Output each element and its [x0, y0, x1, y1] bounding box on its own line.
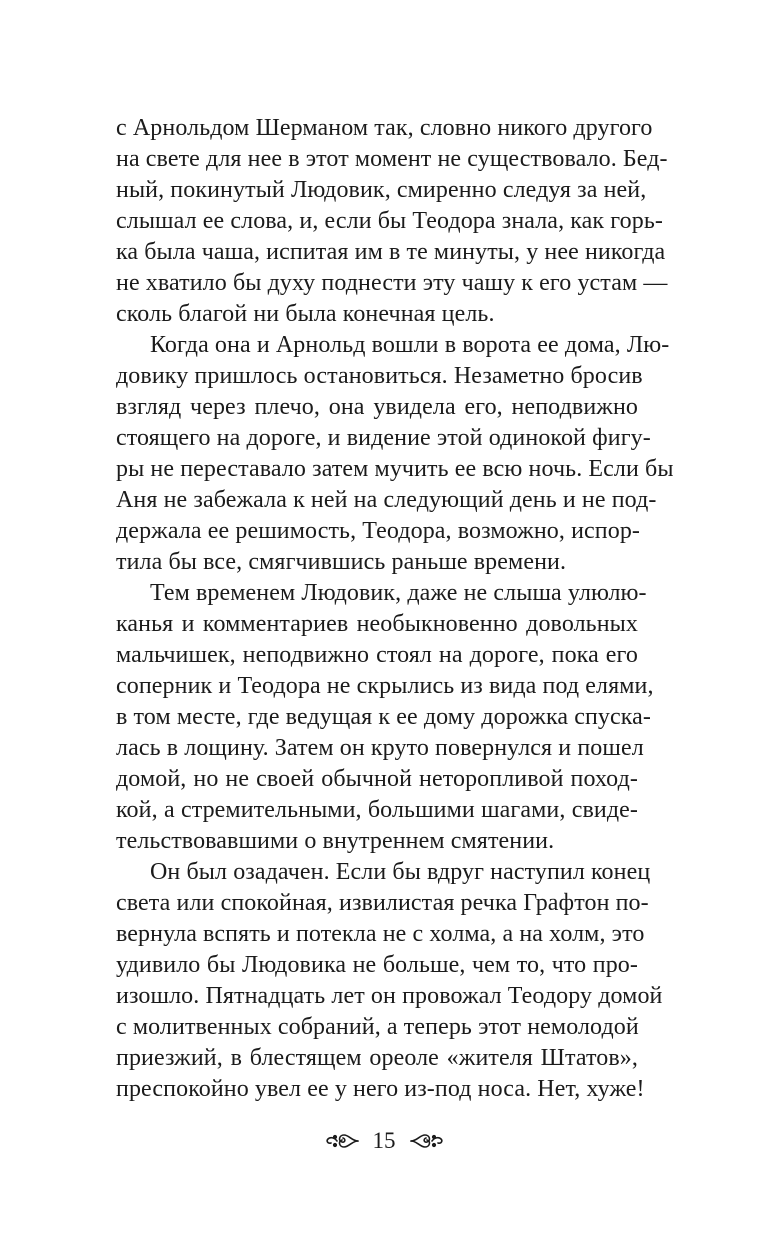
text-line: Когда она и Арнольд вошли в ворота ее дома, Лю- [150, 332, 670, 358]
scroll-ornament-left-icon [325, 1131, 359, 1151]
text-line: с молитвенных собраний, а теперь этот немолодой [116, 1014, 639, 1040]
text-line: вернула вспять и потекла не с холма, а на холм, это [116, 921, 645, 947]
text-line: соперник и Теодора не скрылись из вида под елями, [116, 673, 654, 699]
paragraph [116, 857, 663, 1105]
text-line: довику пришлось остановиться. Незаметно бросив [116, 363, 643, 389]
text-line: тельствовавшими о внутреннем смятении. [116, 828, 555, 854]
text-line: стоящего на дороге, и видение этой одинокой фигу- [116, 425, 651, 451]
paragraph [116, 330, 674, 578]
text-line: слышал ее слова, и, если бы Теодора знала, как горь- [116, 208, 663, 234]
paragraph [116, 113, 668, 330]
text-line: в том месте, где ведущая к ее дому дорожка спуска- [116, 704, 652, 730]
page-number: 15 [372, 1128, 396, 1153]
paragraph [116, 578, 654, 857]
text-line: не хватило бы духу поднести эту чашу к его устам — [116, 270, 668, 296]
text-line: преспокойно увел ее у него из-под носа. Нет, хуже! [116, 1076, 645, 1102]
text-line: сколь благой ни была конечная цель. [116, 301, 495, 327]
text-line: держала ее решимость, Теодора, возможно, испор- [116, 518, 641, 544]
text-line: ный, покинутый Людовик, смиренно следуя за ней, [116, 177, 647, 203]
text-line: канья и комментариев необыкновенно довольных [116, 611, 638, 637]
text-line: тила бы все, смягчившись раньше времени. [116, 549, 567, 575]
text-line: удивило бы Людовика не больше, чем то, что про- [116, 952, 638, 978]
text-line: Он был озадачен. Если бы вдруг наступил конец [150, 859, 651, 885]
page-body [116, 113, 674, 1105]
text-line: Аня не забежала к ней на следующий день и не под- [116, 487, 657, 513]
text-line: Тем временем Людовик, даже не слыша улюлю- [150, 580, 647, 606]
text-line: ка была чаша, испитая им в те минуты, у нее никогда [116, 239, 666, 265]
text-line: домой, но не своей обычной неторопливой поход- [116, 766, 638, 792]
text-line: с Арнольдом Шерманом так, словно никого другого [116, 115, 653, 141]
text-line: кой, а стремительными, большими шагами, свиде- [116, 797, 638, 823]
text-line: на свете для нее в этот момент не существовало. Бед- [116, 146, 668, 172]
text-line: света или спокойная, извилистая речка Графтон по- [116, 890, 649, 916]
text-line: мальчишек, неподвижно стоял на дороге, пока его [116, 642, 638, 668]
page-footer [0, 1126, 768, 1156]
text-line: приезжий, в блестящем ореоле «жителя Штатов», [116, 1045, 638, 1071]
scroll-ornament-right-icon [410, 1131, 444, 1151]
text-line: ры не переставало затем мучить ее всю ночь. Если бы [116, 456, 674, 482]
text-line: изошло. Пятнадцать лет он провожал Теодору домой [116, 983, 663, 1009]
text-line: лась в лощину. Затем он круто повернулся и пошел [116, 735, 644, 761]
text-line: взгляд через плечо, она увидела его, неподвижно [116, 394, 638, 420]
